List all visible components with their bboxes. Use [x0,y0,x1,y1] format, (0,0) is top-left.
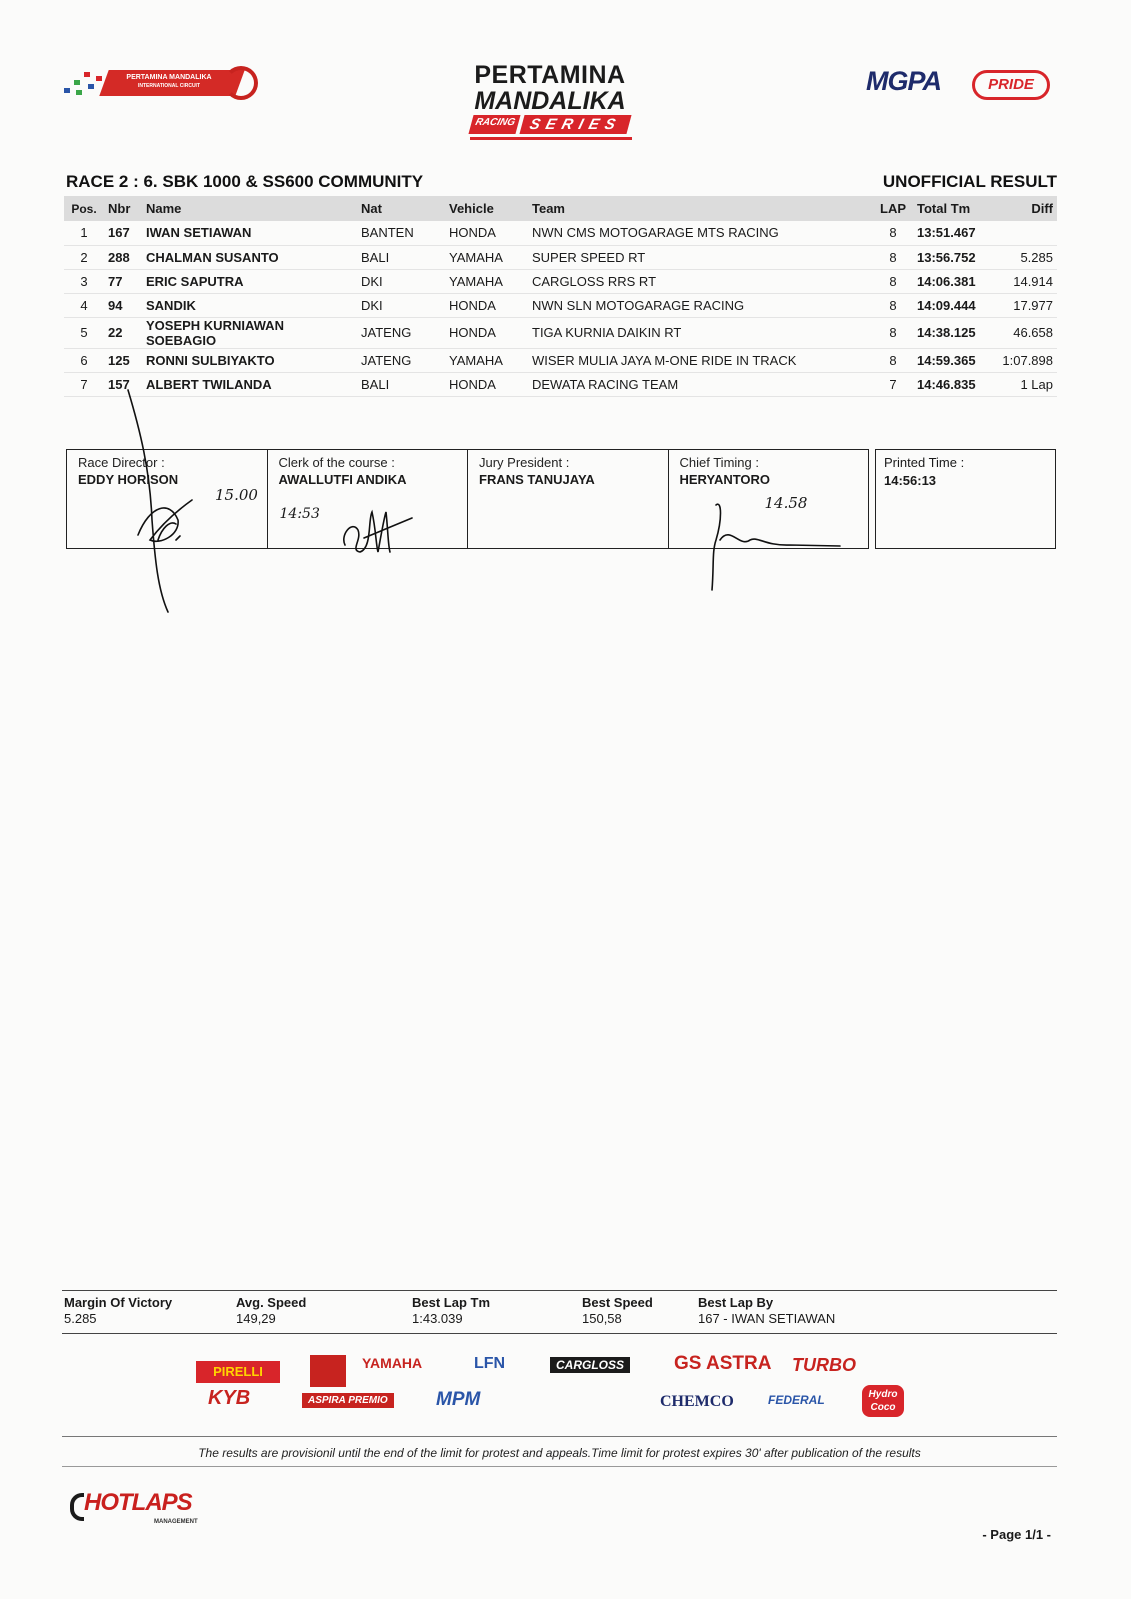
cell-name: ALBERT TWILANDA [142,372,357,396]
cell-total: 14:38.125 [913,317,985,348]
hotlaps-logo-sub: MANAGEMENT [154,1519,198,1525]
cell-vehicle: HONDA [445,293,528,317]
cell-pos: 3 [64,269,104,293]
cell-name: ERIC SAPUTRA [142,269,357,293]
jury-president-box [468,450,669,548]
gs-astra-logo: GS ASTRA [674,1353,772,1374]
cell-total: 14:46.835 [913,372,985,396]
kyb-logo: KYB [208,1387,251,1409]
cell-diff: 17.977 [985,293,1057,317]
chemco-logo: CHEMCO [660,1393,734,1410]
race-director-name: EDDY HORISON [78,472,179,487]
col-diff: Diff [1031,201,1053,216]
cell-name: YOSEPH KURNIAWAN SOEBAGIO [142,317,357,348]
cell-diff [985,221,1057,245]
printed-time-value: 14:56:13 [884,473,937,488]
cell-diff: 46.658 [985,317,1057,348]
mpm-logo: MPM [436,1389,481,1410]
cell-lap: 8 [873,317,913,348]
jury-label: Jury President : [479,455,570,470]
cell-vehicle: HONDA [445,221,528,245]
pertamina-mandalika-racing-series-logo [460,62,640,152]
cell-lap: 8 [873,221,913,245]
cell-nbr: 157 [104,372,142,396]
left-logo-text-2: INTERNATIONAL CIRCUIT [137,83,201,89]
cell-name: SANDIK [142,293,357,317]
cell-diff: 5.285 [985,245,1057,269]
cell-lap: 8 [873,348,913,372]
clerk-of-course-box [268,450,469,548]
mgpa-pride-logo [862,62,1062,102]
cell-team: CARGLOSS RRS RT [528,269,873,293]
cell-nbr: 167 [104,221,142,245]
cell-nbr: 288 [104,245,142,269]
cell-name: IWAN SETIAWAN [142,221,357,245]
chief-timing-label: Chief Timing : [679,455,759,470]
officials-signatures [66,449,869,549]
best-speed: Best Speed 150,58 [582,1295,653,1326]
cell-nat: JATENG [357,317,445,348]
honda-wing-logo [310,1355,346,1387]
center-logo-racing: RACING [468,115,521,134]
table-header-row [64,196,1057,221]
hydro-coco-logo: Hydro Coco [862,1385,904,1417]
race-stats-bar [62,1290,1057,1334]
printed-time-box [875,449,1056,549]
yamaha-logo: YAMAHA [362,1355,423,1371]
result-type: UNOFFICIAL RESULT [882,172,1057,191]
cell-team: TIGA KURNIA DAIKIN RT [528,317,873,348]
cell-nat: DKI [357,269,445,293]
col-lap: LAP [880,201,906,216]
cell-pos: 2 [64,245,104,269]
cell-diff: 1:07.898 [985,348,1057,372]
table-row [64,245,1057,269]
col-pos: Pos. [71,201,97,216]
cell-team: DEWATA RACING TEAM [528,372,873,396]
race-director-time-note: 15.00 [215,486,258,504]
clerk-time-note: 14:53 [279,506,320,522]
col-nat: Nat [361,201,382,216]
cell-nat: DKI [357,293,445,317]
turbo-logo: TURBO [792,1355,856,1375]
col-team: Team [532,201,565,216]
hotlaps-logo-text: HOTLAPS [84,1489,192,1516]
cell-team: NWN CMS MOTOGARAGE MTS RACING [528,221,873,245]
cell-pos: 4 [64,293,104,317]
results-table [64,196,1057,397]
pertamina-mandalika-circuit-logo [64,64,254,104]
cell-vehicle: YAMAHA [445,348,528,372]
chief-timing-name: HERYANTORO [679,472,771,487]
col-name: Name [146,201,182,216]
sponsor-logos [62,1337,1057,1437]
table-row [64,372,1057,396]
cell-nbr: 94 [104,293,142,317]
table-row [64,221,1057,245]
clerk-label: Clerk of the course : [278,455,395,470]
aspira-premio-logo: ASPIRA PREMIO [302,1393,394,1408]
hotlaps-logo [70,1487,210,1531]
cell-nat: BANTEN [357,221,445,245]
table-row [64,348,1057,372]
cell-name: CHALMAN SUSANTO [142,245,357,269]
cell-nat: BALI [357,245,445,269]
cell-nat: JATENG [357,348,445,372]
cargloss-logo: CARGLOSS [550,1357,630,1373]
cell-diff: 1 Lap [985,372,1057,396]
cell-pos: 1 [64,221,104,245]
cell-vehicle: YAMAHA [445,269,528,293]
cell-team: WISER MULIA JAYA M-ONE RIDE IN TRACK [528,348,873,372]
cell-lap: 7 [873,372,913,396]
race-director-box [67,450,268,548]
col-total-time: Total Tm [917,201,971,216]
clerk-name: AWALLUTFI ANDIKA [278,472,407,487]
pride-logo: PRIDE [972,70,1050,100]
margin-of-victory: Margin Of Victory 5.285 [64,1295,173,1326]
best-lap-time: Best Lap Tm 1:43.039 [412,1295,491,1326]
avg-speed: Avg. Speed 149,29 [236,1295,307,1326]
cell-nbr: 77 [104,269,142,293]
left-logo-text-1: PERTAMINA MANDALIKA [126,74,212,81]
cell-vehicle: HONDA [445,372,528,396]
page-number: - Page 1/1 - [982,1527,1051,1542]
cell-lap: 8 [873,269,913,293]
cell-vehicle: YAMAHA [445,245,528,269]
cell-pos: 7 [64,372,104,396]
cell-nat: BALI [357,372,445,396]
table-row [64,317,1057,348]
lfn-logo: LFN [474,1355,506,1372]
cell-total: 14:09.444 [913,293,985,317]
cell-nbr: 22 [104,317,142,348]
cell-nbr: 125 [104,348,142,372]
best-lap-by: Best Lap By 167 - IWAN SETIAWAN [698,1295,836,1326]
cell-total: 13:56.752 [913,245,985,269]
cell-lap: 8 [873,245,913,269]
mgpa-logo: MGPA [866,66,941,96]
cell-team: NWN SLN MOTOGARAGE RACING [528,293,873,317]
cell-name: RONNI SULBIYAKTO [142,348,357,372]
cell-vehicle: HONDA [445,317,528,348]
cell-team: SUPER SPEED RT [528,245,873,269]
pirelli-logo: PIRELLI [196,1361,280,1383]
jury-name: FRANS TANUJAYA [479,472,595,487]
race-title: RACE 2 : 6. SBK 1000 & SS600 COMMUNITY [66,172,424,191]
table-row [64,293,1057,317]
table-row [64,269,1057,293]
chief-timing-time-note: 14.58 [764,494,808,512]
col-vehicle: Vehicle [449,201,494,216]
chief-timing-box [669,450,869,548]
center-logo-line2: MANDALIKA [474,87,626,115]
federal-logo: FEDERAL [768,1393,825,1407]
cell-total: 14:59.365 [913,348,985,372]
disclaimer: The results are provisionil until the end of the limit for protest and appeals.Time limit for protest expires 30' after publication of the results [198,1446,921,1460]
center-logo-line1: PERTAMINA [474,61,626,89]
cell-total: 13:51.467 [913,221,985,245]
center-logo-series: SERIES [520,115,632,134]
cell-pos: 6 [64,348,104,372]
cell-diff: 14.914 [985,269,1057,293]
col-nbr: Nbr [108,201,131,216]
cell-pos: 5 [64,317,104,348]
cell-lap: 8 [873,293,913,317]
printed-time-label: Printed Time : [884,455,965,470]
cell-total: 14:06.381 [913,269,985,293]
race-director-label: Race Director : [78,455,165,470]
